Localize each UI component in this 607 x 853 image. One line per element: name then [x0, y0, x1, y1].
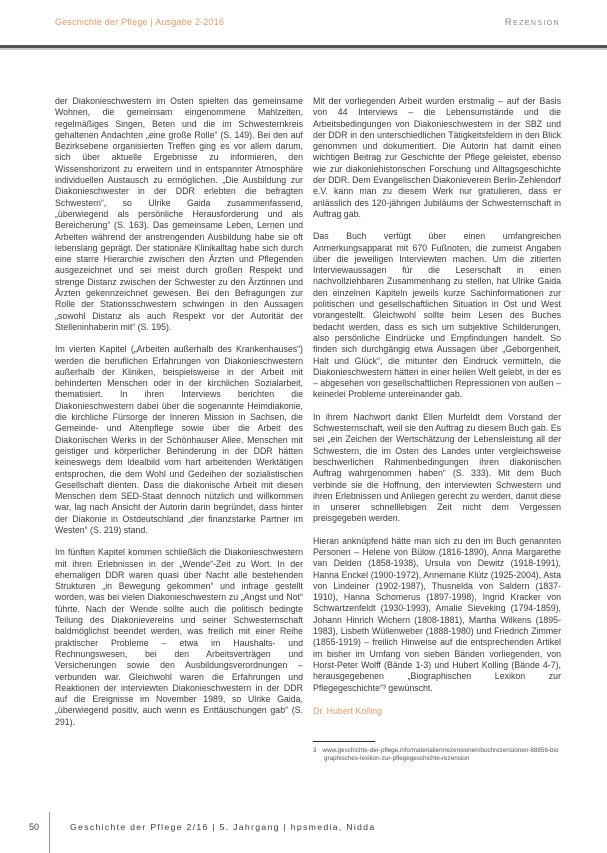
- paragraph: In ihrem Nachwort dankt Ellen Murfeldt dem Vorstand der Schwesternschaft, weil sie den Auftrag zu diesem Buch gab. Es sei „ein Zeichen der Wertschätzung der Lebensleistung all der Schwestern, die im Osten des Landes unter vergleichsweise beschwerlichen Rahmenbedingungen ihren diakonischen Auftrag wahrgenommen haben“ (S. 333). Mit dem Buch verbinde sie die Hoffnung, den interviewten Schwestern und ihren Erlebnissen und Anliegen gerecht zu werden, damit diese in unserer schnelllebigen Zeit nicht dem Vergessen preisgegeben werden.: [313, 411, 561, 524]
- paragraph: Mit der vorliegenden Arbeit wurden erstmalig – auf der Basis von 44 Interviews – die Lebensumstände und die Arbeitsbedingungen von Diakonieschwestern in der SBZ und der DDR in den unterschiedlichen Tätigkeitsfeldern in den Blick genommen und dokumentiert. Die Autorin hat damit einen wichtigen Beitrag zur Geschichte der Pflege geleistet, ebenso wie zur diakoniehistorischen Forschung und Alltagsgeschichte der DDR. Dem Evangelischen Diakonieverein Berlin-Zehlendorf e.V. kann man zu diesem Werk nur gratulieren, dass er anlässlich des 120-jährigen Jubiläums der Schwesternschaft in Auftrag gab.: [313, 96, 561, 219]
- paragraph: Hieran anknüpfend hätte man sich zu den im Buch genannten Personen – Helene von Bülow (1816-1890), Anna Margarethe van Delden (1858-1938), Ursula von Dewitz (1918-1991), Hanna Enckel (1900-1972), Annemarie Klütz (1925-2004), Asta von Lindeiner (1902-1987), Thusnelda von Saldern (1837-1910), Hanna Schomerus (1897-1998), Ingrid Kracker von Schwartzenfeldt (1930-1993), Amalie Sieveking (1794-1859), Johann Hinrich Wichern (1808-1881), Martha Wilkens (1895-1983), Lisbeth Wüllenweber (1888-1980) und Friedrich Zimmer (1855-1919) – freilich Hinweise auf die entsprechenden Artikel im bisher im Umfang von sieben Bänden vorliegenden, von Horst-Peter Wolff (Bände 1-3) und Hubert Kolling (Bände 4-7), herausgegebenen „Biographischen Lexikon zur Pflegegeschichte“³ gewünscht.: [313, 535, 561, 693]
- footnote: [313, 747, 561, 763]
- page-header: [55, 17, 560, 28]
- paragraph: der Diakonieschwestern im Osten spielten das gemeinsame Wohnen, die gemeinsam eingenommene Mahlzeiten, regelmäßiges Singen, Beten und die im Schwesternkreis gehaltenen Andachten „eine große Rolle“ (S. 149). Bei den auf Bezirksebene organisierten Treffen ging es vor allem darum, sich über aktuelle Ergebnisse zu informieren, den Wissenshorizont zu erweitern und in entspannter Atmosphäre individuellen Austausch zu ermöglichen. „Die Ausbildung zur Diakonieschwester in der DDR erlebten die befragten Schwestern“, so Ulrike Gaida zusammenfassend, „überwiegend als persönliche Herausforderung und als Bereicherung“ (S. 163). Das gemeinsame Leben, Lernen und Arbeiten während der anstrengenden Ausbildung habe sie oft lebenslang geprägt. Der stationäre Klinikalltag habe sich durch eine starre Hierarchie zwischen den Ärzten und Pflegenden ausgezeichnet und sei meist durch großen Respekt und strenge Distanz zwischen der Schwester zu den Ärztinnen und Ärzten gekennzeichnet gewesen. Bei den Befragungen zur Rolle der Stationsschwestern schwingen in den Aussagen „sowohl Distanz als auch Respekt vor der Autorität der Stelleninhaberin mit“ (S. 195).: [55, 96, 303, 332]
- article-body: [55, 96, 561, 774]
- header-rule: [0, 45, 607, 50]
- section-label: Rezension: [504, 17, 560, 28]
- footnote-number: 3: [313, 747, 317, 755]
- right-column: [313, 96, 561, 774]
- footnote-rule: [313, 741, 375, 742]
- paragraph: Im vierten Kapitel („Arbeiten außerhalb des Krankenhauses“) werden die beruflichen Erfahrungen von Diakonieschwestern außerhalb der Kliniken, beispielsweise in der Arbeit mit behinderten Menschen oder in der kirchlichen Sozialarbeit, thematisiert. In ihren Interviews berichten die Diakonieschwestern dabei über die sogenannte Heimdiakonie, die kirchliche Fürsorge der Inneren Mission in Sachsen, die Gemeinde- und Altenpflege sowie über die Arbeit des Diakonischen Werks in der Schönhauser Allee. Menschen mit geistiger und körperlicher Behinderung in der DDR hätten keineswegs dem Idealbild vom hart arbeitenden Werktätigen entsprochen, die dem Wohl und Gedeihen der sozialistischen Gesellschaft dienten. Dass die diakonische Arbeit mit diesen Menschen dem SED-Staat dennoch nützlich und willkommen war, lag nach Ansicht der Autorin darin begründet, dass hinter der Diakonie in Ostdeutschland „der finanzstarke Partner im Westen“ (S. 219) stand.: [55, 344, 303, 535]
- page-number: 50: [29, 822, 40, 832]
- footer-divider: [49, 812, 50, 853]
- footnote-url: www.geschichte-der-pflege.info/materialien/rezensionen/buchrezensionen-88856-biographisches-lexikon-zur-pflegegeschichte-rezension: [322, 747, 559, 763]
- footnote-block: [313, 741, 561, 763]
- left-column: [55, 96, 303, 774]
- journal-title: Geschichte der Pflege | Ausgabe 2-2016: [55, 17, 225, 27]
- author-signature: Dr. Hubert Kolling: [313, 705, 382, 716]
- paragraph: Im fünften Kapitel kommen schließlich die Diakonieschwestern mit ihren Erlebnissen in der „Wende“-Zeit zu Wort. In der ehemaligen DDR waren quasi über Nacht alle bestehenden Strukturen „in Bewegung gekommen“ und infrage gestellt worden, was bei vielen Diakonieschwestern zu „Angst und Not“ führte. Nach der Wende sollte auch die politisch bedingte Teilung des Diakonievereins und seiner Schwesternschaft baldmöglichst beendet werden, was freilich mit einer Reihe praktischer Probleme – etwa im Haushalts- und Rechnungswesen, bei den Arbeitsverträgen und Versicherungen sowie den Ausbildungsverordnungen – verbunden war. Gleichwohl waren die Erfahrungen und Reaktionen der interviewten Diakonieschwestern in der DDR auf die Ereignisse im November 1989, so Ulrike Gaida, „überwiegend positiv, auch wenn es Enttäuschungen gab“ (S. 291).: [55, 547, 303, 727]
- paragraph: Das Buch verfügt über einen umfangreichen Anmerkungsapparat mit 670 Fußnoten, die zumeist Angaben über die jeweiligen Interviewten machen. Um die zitierten Interviewaussagen für die Leserschaft in einen nachvollziehbaren Zusammenhang zu stellen, hat Ulrike Gaida den einzelnen Kapiteln jeweils kurze Sachinformationen zur politischen und gesellschaftlichen Situation in Ost und West vorangestellt. Gleichwohl sollte beim Lesen des Buches bedacht werden, dass es sich um subjektive Schilderungen, also persönliche Eindrücke und Empfindungen handelt. So finden sich durchgängig etwa Aussagen über „Geborgenheit, Halt und Glück“, die mitunter den Eindruck vermitteln, die Diakonieschwestern hätten in einer heilen Welt gelebt, in der es – abgesehen von gesellschaftlichen Repressionen von außen – keinerlei Probleme untereinander gab.: [313, 231, 561, 400]
- footer-text: Geschichte der Pflege 2/16 | 5. Jahrgang | hpsmedia, Nidda: [70, 822, 376, 832]
